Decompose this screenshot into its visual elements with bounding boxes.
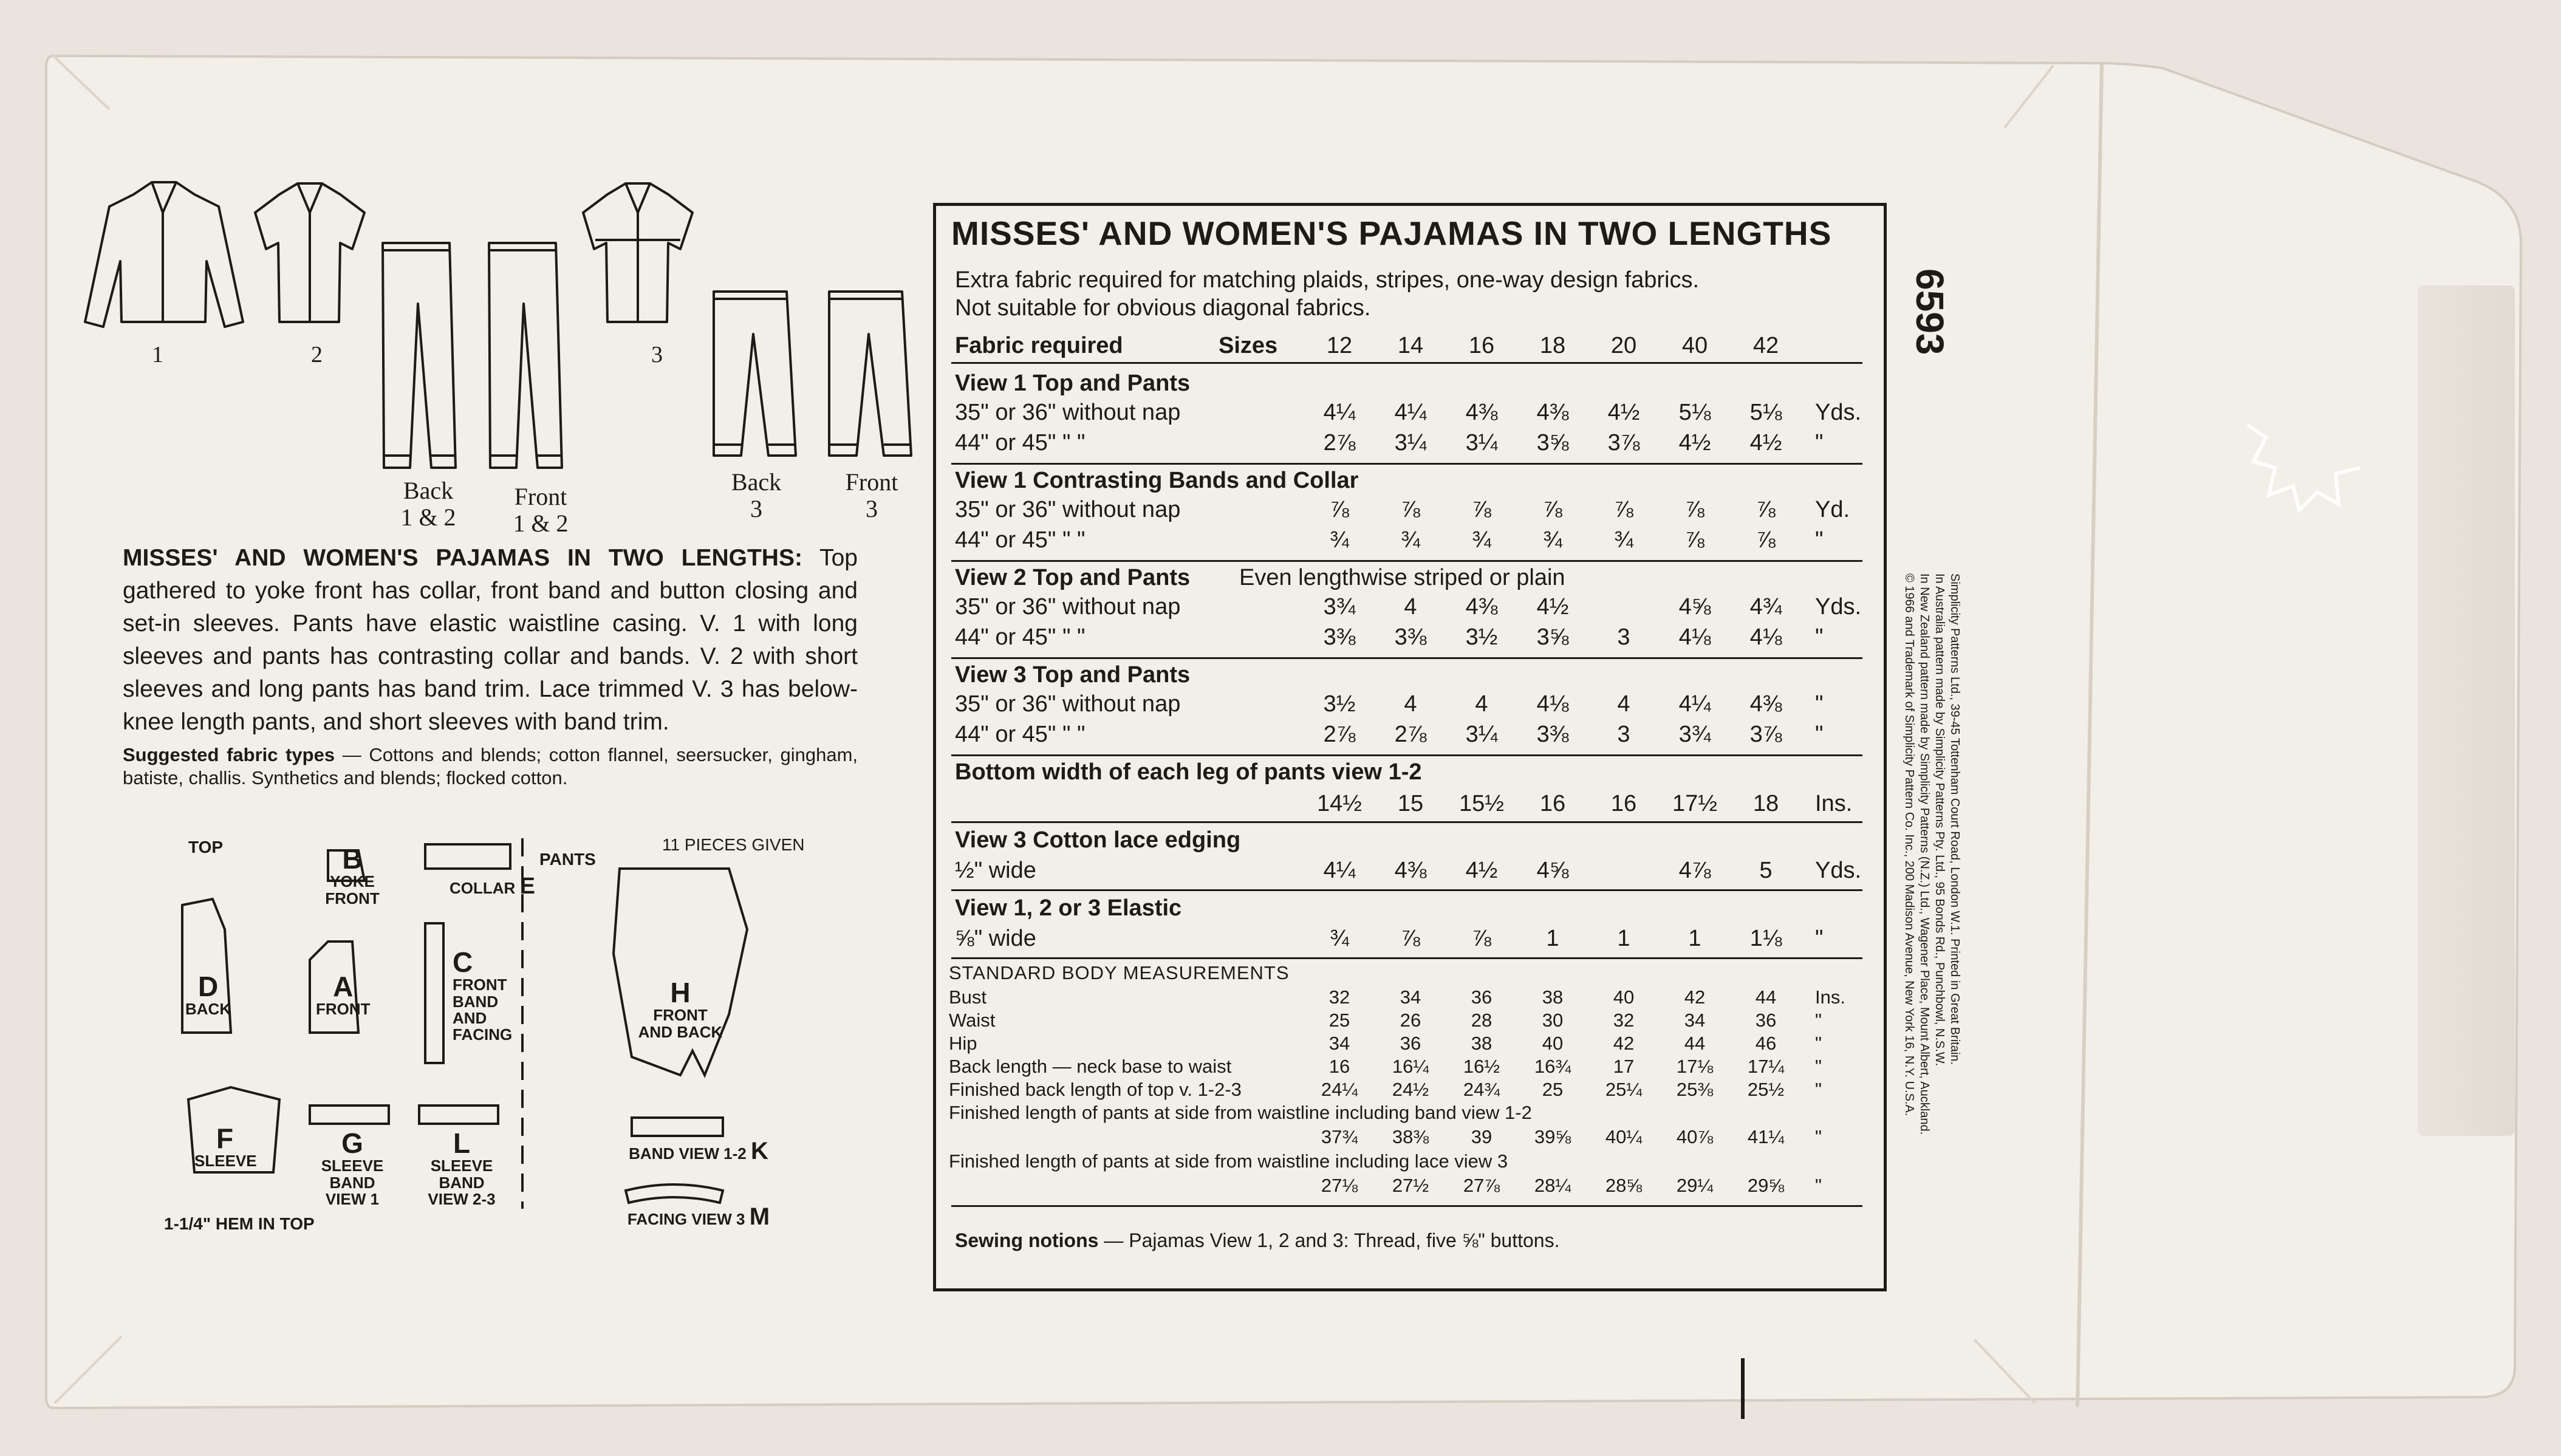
value-cell: 4½: [1536, 594, 1569, 620]
value-cell: 15½: [1459, 791, 1504, 816]
value-cell: 4⅜: [1394, 858, 1427, 883]
value-cell: 39⅝: [1534, 1126, 1571, 1147]
value-cell: 42: [1613, 1033, 1635, 1054]
pants-lace-unit: ": [1815, 1175, 1822, 1196]
value-cell: 3½: [1323, 691, 1356, 717]
row-unit: Yds.: [1815, 594, 1862, 620]
value-cell: 4⅜: [1465, 594, 1498, 620]
value-cell: 3⅞: [1749, 722, 1782, 747]
value-cell: 25½: [1747, 1079, 1785, 1100]
piece-c-shape: [425, 923, 443, 1063]
value-cell: 3¼: [1465, 722, 1498, 747]
value-cell: 4¼: [1394, 400, 1427, 425]
row-unit: Yds.: [1815, 400, 1862, 425]
value-cell: 15: [1397, 791, 1424, 816]
value-cell: 17½: [1672, 791, 1717, 816]
piece-k: BAND VIEW 1-2 K: [629, 1138, 768, 1164]
value-cell: ⅞: [1401, 926, 1420, 951]
value-cell: 46: [1755, 1033, 1777, 1054]
value-cell: 41¼: [1747, 1126, 1785, 1147]
flap-showthrough: [2418, 285, 2515, 1136]
row-label: 44" or 45" " ": [955, 430, 1086, 456]
value-cell: 32: [1613, 1010, 1635, 1031]
value-cell: 3¼: [1394, 430, 1427, 456]
elastic-unit: ": [1815, 926, 1824, 951]
size-cell: 20: [1610, 333, 1637, 358]
section-title: View 3 Top and Pants: [955, 662, 1191, 688]
pants-band-unit: ": [1815, 1126, 1822, 1147]
value-cell: ¾: [1543, 527, 1562, 553]
value-cell: ⅞: [1401, 497, 1420, 522]
value-cell: 1: [1688, 926, 1701, 951]
value-cell: 3¾: [1678, 722, 1711, 747]
value-cell: 17⅛: [1676, 1056, 1714, 1077]
value-cell: 38⅜: [1392, 1126, 1429, 1147]
value-cell: 3¾: [1323, 594, 1356, 620]
value-cell: ¾: [1330, 926, 1349, 951]
value-cell: ⅞: [1330, 497, 1349, 522]
value-cell: 4⅝: [1678, 594, 1711, 620]
description-body: Top gathered to yoke front has collar, front band and button closing and set-in sleeves. Pants have elastic waistline casing. V. 1 with long sleeves and pants has contrasting collar and bands. V. 2 with short sleeves and long pants has band trim. Lace trimmed V. 3 has below-knee length pants, and short sleeves with band trim.: [123, 545, 858, 735]
measurement-label: Finished back length of top v. 1-2-3: [949, 1079, 1242, 1100]
value-cell: 16: [1610, 791, 1637, 816]
row-unit: ": [1815, 624, 1824, 650]
value-cell: 1⅛: [1749, 926, 1782, 951]
lace-title: View 3 Cotton lace edging: [955, 827, 1241, 853]
value-cell: 4½: [1607, 400, 1640, 425]
size-cell: 42: [1752, 333, 1779, 358]
value-cell: 44: [1755, 986, 1777, 1008]
value-cell: 27⅞: [1463, 1175, 1500, 1196]
chart-note-1: Extra fabric required for matching plaids, stripes, one-way design fabrics.: [955, 267, 1699, 293]
row-unit: Yd.: [1815, 497, 1850, 522]
rule: [951, 957, 1862, 959]
pants-front-1-2-sketch: [489, 243, 562, 468]
pants-band-label: Finished length of pants at side from waistline including band view 1-2: [949, 1102, 1532, 1123]
notions-body: — Pajamas View 1, 2 and 3: Thread, five ⅝" buttons.: [1104, 1229, 1560, 1251]
value-cell: 4⅜: [1536, 400, 1569, 425]
value-cell: 4⅜: [1749, 691, 1782, 717]
rule: [951, 560, 1862, 562]
value-cell: 4: [1475, 691, 1488, 717]
publisher-info: [1901, 573, 1962, 1135]
value-cell: 17: [1613, 1056, 1635, 1077]
value-cell: 4¼: [1678, 691, 1711, 717]
size-cell: 16: [1468, 333, 1495, 358]
value-cell: 36: [1400, 1033, 1421, 1054]
section-title: View 1 Contrasting Bands and Collar: [955, 468, 1359, 493]
value-cell: 5⅛: [1749, 400, 1782, 425]
rule: [951, 821, 1862, 823]
pants-lace-label: Finished length of pants at side from waistline including lace view 3: [949, 1150, 1508, 1172]
elastic-label: ⅝" wide: [955, 926, 1036, 951]
value-cell: ⅞: [1756, 497, 1776, 522]
value-cell: ⅞: [1472, 926, 1491, 951]
piece-e: COLLAR E: [450, 873, 535, 899]
pieces-top-label: TOP: [188, 838, 224, 856]
value-cell: 5: [1759, 858, 1773, 883]
value-cell: ¾: [1614, 527, 1633, 553]
value-cell: 44: [1684, 1033, 1706, 1054]
row-label: 44" or 45" " ": [955, 527, 1086, 553]
view-1-number: 1: [152, 342, 163, 367]
pattern-number: 6593: [1908, 268, 1952, 355]
suggested-fabric-title: Suggested fabric types: [123, 744, 335, 765]
value-cell: 3: [1617, 624, 1630, 650]
value-cell: 40: [1613, 986, 1635, 1008]
value-cell: 36: [1755, 1010, 1777, 1031]
value-cell: 3⅞: [1607, 430, 1640, 456]
value-cell: 4¼: [1323, 858, 1356, 883]
pants-front-3-sketch: [829, 292, 911, 456]
value-cell: 3⅝: [1536, 624, 1569, 650]
value-cell: 3⅜: [1394, 624, 1427, 650]
value-cell: 5⅛: [1678, 400, 1711, 425]
value-cell: 29¼: [1676, 1175, 1714, 1196]
value-cell: 24½: [1392, 1079, 1429, 1100]
piece-m: FACING VIEW 3 M: [627, 1203, 770, 1230]
size-cell: 18: [1539, 333, 1566, 358]
measurement-unit: ": [1815, 1079, 1822, 1100]
value-cell: 16¾: [1534, 1056, 1571, 1077]
value-cell: 40⅞: [1676, 1126, 1714, 1147]
view-2-number: 2: [311, 342, 323, 367]
value-cell: 3⅜: [1323, 624, 1356, 650]
pants-label-front-3: Front 3: [845, 468, 898, 522]
measurement-unit: ": [1815, 1056, 1822, 1077]
value-cell: 4¾: [1749, 594, 1782, 620]
value-cell: 2⅞: [1323, 722, 1356, 747]
piece-h-shape: [614, 869, 747, 1075]
row-label: 35" or 36" without nap: [955, 691, 1181, 717]
value-cell: 27⅛: [1321, 1175, 1358, 1196]
rule: [951, 362, 1862, 364]
value-cell: 4: [1617, 691, 1630, 717]
value-cell: 34: [1684, 1010, 1706, 1031]
chart-note-2: Not suitable for obvious diagonal fabrics.: [955, 295, 1371, 321]
row-label: 35" or 36" without nap: [955, 594, 1181, 620]
value-cell: 16¼: [1392, 1056, 1429, 1077]
value-cell: 28⅝: [1605, 1175, 1643, 1196]
value-cell: 2⅞: [1323, 430, 1356, 456]
elastic-title: View 1, 2 or 3 Elastic: [955, 895, 1182, 921]
piece-g: G SLEEVE BAND VIEW 1: [321, 1127, 384, 1208]
value-cell: ⅞: [1472, 497, 1491, 522]
measurement-unit: Ins.: [1815, 986, 1845, 1008]
value-cell: ⅞: [1756, 527, 1776, 553]
row-unit: ": [1815, 527, 1824, 553]
value-cell: 24¾: [1463, 1079, 1500, 1100]
pants-label-back-1-2: Back 1 & 2: [400, 477, 456, 531]
value-cell: ⅞: [1614, 497, 1633, 522]
description-title: MISSES' AND WOMEN'S PAJAMAS IN TWO LENGTHS:: [123, 545, 802, 571]
value-cell: ⅞: [1685, 497, 1704, 522]
piece-a: A FRONT: [316, 971, 371, 1019]
value-cell: 4⅛: [1678, 624, 1711, 650]
value-cell: 16½: [1463, 1056, 1500, 1077]
value-cell: 4⅛: [1536, 691, 1569, 717]
size-cell: 40: [1681, 333, 1708, 358]
pieces-pants-label: PANTS: [539, 850, 596, 869]
value-cell: 25¼: [1605, 1079, 1643, 1100]
value-cell: 1: [1546, 926, 1559, 951]
lace-unit: Yds.: [1815, 858, 1862, 883]
publisher-line-3: In New Zealand pattern made by Simplicity Patterns (N.Z.) Ltd., Wagener Place, Mount Albert, Auckland.: [1918, 573, 1931, 1135]
view-2-top-sketch: [255, 183, 364, 322]
value-cell: 4½: [1465, 858, 1498, 883]
row-label: 44" or 45" " ": [955, 722, 1086, 747]
value-cell: 4⅜: [1465, 400, 1498, 425]
value-cell: 34: [1328, 1033, 1350, 1054]
rule: [951, 463, 1862, 465]
value-cell: 18: [1752, 791, 1779, 816]
pants-label-front-1-2: Front 1 & 2: [513, 483, 569, 537]
section-title: View 2 Top and Pants: [955, 565, 1191, 590]
view-3-top-sketch: [583, 183, 692, 322]
pants-label-back-3: Back 3: [731, 468, 782, 522]
rule: [951, 657, 1862, 659]
view-1-top-sketch: [85, 182, 243, 327]
suggested-fabric-body: — Cottons and blends; cotton flannel, seersucker, gingham, batiste, challis. Synthetics and blends; flocked cotton.: [123, 744, 858, 788]
piece-l: L SLEEVE BAND VIEW 2-3: [428, 1127, 496, 1208]
lace-label: ½" wide: [955, 858, 1036, 883]
measurement-label: Hip: [949, 1033, 977, 1054]
piece-c: C FRONT BAND AND FACING: [453, 946, 513, 1044]
value-cell: 4⅞: [1678, 858, 1711, 883]
notions-title: Sewing notions: [955, 1229, 1099, 1251]
hem-note: 1-1/4" HEM IN TOP: [164, 1214, 315, 1233]
value-cell: 40: [1542, 1033, 1564, 1054]
value-cell: 32: [1328, 986, 1350, 1008]
value-cell: 3⅝: [1536, 430, 1569, 456]
value-cell: 3⅜: [1536, 722, 1569, 747]
bottom-width-unit: Ins.: [1815, 791, 1853, 816]
pants-back-3-sketch: [714, 292, 796, 456]
measurements-title: STANDARD BODY MEASUREMENTS: [949, 962, 1290, 983]
value-cell: 4½: [1678, 430, 1711, 456]
sizes-label: Sizes: [1219, 333, 1278, 358]
value-cell: 3¼: [1465, 430, 1498, 456]
piece-k-shape: [632, 1118, 723, 1136]
value-cell: 36: [1471, 986, 1492, 1008]
rule: [951, 889, 1862, 891]
value-cell: 28¼: [1534, 1175, 1571, 1196]
rule: [951, 754, 1862, 756]
value-cell: 37¾: [1321, 1126, 1358, 1147]
pattern-description: [123, 542, 858, 790]
section-title: View 1 Top and Pants: [955, 371, 1191, 396]
value-cell: 14½: [1317, 791, 1362, 816]
value-cell: 1: [1617, 926, 1630, 951]
value-cell: 38: [1471, 1033, 1492, 1054]
piece-e-shape: [425, 844, 510, 869]
measurement-unit: ": [1815, 1033, 1822, 1054]
publisher-line-1: Simplicity Patterns Ltd., 39-45 Tottenham Court Road, London W.1. Printed in Great Britain.: [1948, 573, 1961, 1065]
piece-f: F SLEEVE: [194, 1123, 257, 1171]
size-cell: 12: [1326, 333, 1353, 358]
value-cell: 3½: [1465, 624, 1498, 650]
value-cell: 4½: [1749, 430, 1782, 456]
value-cell: 4: [1404, 594, 1417, 620]
publisher-line-4: © 1966 and Trademark of Simplicity Pattern Co. Inc., 200 Madison Avenue, New York 16, N.Y. U.S.A.: [1903, 573, 1916, 1116]
value-cell: 40¼: [1605, 1126, 1643, 1147]
size-cell: 14: [1397, 333, 1424, 358]
value-cell: ⅞: [1543, 497, 1562, 522]
value-cell: 17¼: [1747, 1056, 1785, 1077]
value-cell: 38: [1542, 986, 1564, 1008]
value-cell: 4¼: [1323, 400, 1356, 425]
piece-h: H FRONT AND BACK: [638, 977, 723, 1041]
measurement-label: Waist: [949, 1010, 996, 1031]
sewing-notions: [955, 1229, 1559, 1252]
pants-back-1-2-sketch: [383, 243, 456, 468]
section-extra: Even lengthwise striped or plain: [1239, 565, 1565, 590]
value-cell: 28: [1471, 1010, 1492, 1031]
row-unit: ": [1815, 691, 1824, 717]
piece-m-shape: [626, 1184, 723, 1203]
value-cell: ⅞: [1685, 527, 1704, 553]
piece-d: D BACK: [185, 971, 231, 1019]
measurement-label: Back length — neck base to waist: [949, 1056, 1232, 1077]
publisher-line-2: In Australia pattern made by Simplicity Patterns Pty. Ltd., 95 Bonds Rd., Punchbowl, N.S.W.: [1933, 573, 1946, 1067]
value-cell: 39: [1471, 1126, 1492, 1147]
value-cell: 25: [1542, 1079, 1564, 1100]
value-cell: 16: [1539, 791, 1566, 816]
measurement-unit: ": [1815, 1010, 1822, 1031]
value-cell: 4⅛: [1749, 624, 1782, 650]
row-label: 35" or 36" without nap: [955, 400, 1181, 425]
measurement-label: Bust: [949, 986, 987, 1008]
value-cell: 25⅜: [1676, 1079, 1714, 1100]
row-label: 35" or 36" without nap: [955, 497, 1181, 522]
value-cell: 3: [1617, 722, 1630, 747]
rule: [951, 1205, 1862, 1207]
chart-title: MISSES' AND WOMEN'S PAJAMAS IN TWO LENGTHS: [951, 214, 1832, 252]
value-cell: 4⅝: [1536, 858, 1569, 883]
view-3-number: 3: [651, 342, 663, 367]
value-cell: ¾: [1330, 527, 1349, 553]
value-cell: 2⅞: [1394, 722, 1427, 747]
value-cell: 42: [1684, 986, 1706, 1008]
value-cell: 27½: [1392, 1175, 1429, 1196]
value-cell: 16: [1328, 1056, 1350, 1077]
value-cell: 25: [1328, 1010, 1350, 1031]
value-cell: ¾: [1472, 527, 1491, 553]
value-cell: 24¼: [1321, 1079, 1358, 1100]
piece-g-shape: [310, 1106, 389, 1124]
value-cell: 30: [1542, 1010, 1564, 1031]
value-cell: 34: [1400, 986, 1421, 1008]
bottom-width-title: Bottom width of each leg of pants view 1-2: [955, 759, 1422, 785]
piece-l-shape: [419, 1106, 498, 1124]
pieces-count-label: 11 PIECES GIVEN: [662, 835, 805, 854]
fabric-required-label: Fabric required: [955, 333, 1123, 358]
row-unit: ": [1815, 430, 1824, 456]
piece-b: B YOKE FRONT: [325, 843, 380, 907]
row-label: 44" or 45" " ": [955, 624, 1086, 650]
envelope-mark: [1741, 1358, 1745, 1419]
value-cell: 29⅝: [1747, 1175, 1785, 1196]
value-cell: 4: [1404, 691, 1417, 717]
value-cell: ¾: [1401, 527, 1420, 553]
row-unit: ": [1815, 722, 1824, 747]
value-cell: 26: [1400, 1010, 1421, 1031]
